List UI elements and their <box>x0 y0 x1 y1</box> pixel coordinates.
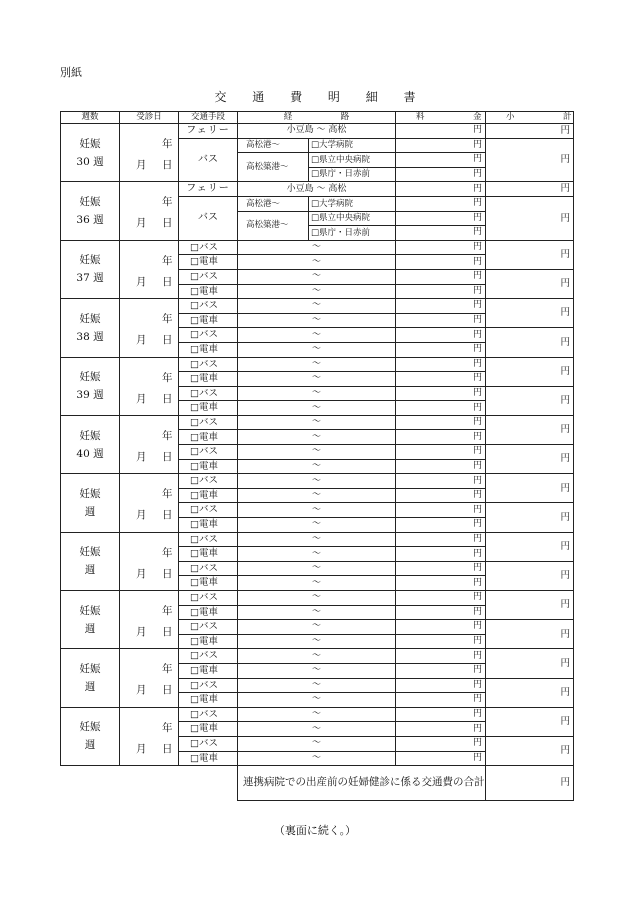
week-label: 妊娠 <box>79 371 101 384</box>
week-cell <box>61 649 120 707</box>
transport-option[interactable]: □バス <box>179 649 238 664</box>
fee-cell[interactable]: 円 <box>396 693 486 708</box>
day-label: 日 <box>162 217 173 230</box>
destination-option[interactable]: □県立中央病院 <box>309 153 396 168</box>
fee-cell[interactable]: 円 <box>396 284 486 299</box>
ferry-mode-cell: フェリー <box>179 182 238 197</box>
transport-option[interactable]: □バス <box>179 678 238 693</box>
route-cell[interactable]: 〜 <box>238 474 396 489</box>
fee-cell[interactable]: 円 <box>396 722 486 737</box>
transport-option[interactable]: □電車 <box>179 751 238 766</box>
transport-option[interactable]: □電車 <box>179 313 238 328</box>
route-cell[interactable]: 〜 <box>238 313 396 328</box>
week-block-row <box>61 415 574 430</box>
ferry-route-cell: 小豆島 〜 高松 <box>238 124 396 139</box>
week-cell <box>61 357 120 415</box>
year-label: 年 <box>162 371 173 384</box>
transport-option[interactable]: □電車 <box>179 430 238 445</box>
week-number: 40 週 <box>76 447 104 460</box>
year-label: 年 <box>162 663 173 676</box>
fee-cell[interactable]: 円 <box>396 459 486 474</box>
day-label: 日 <box>162 159 173 171</box>
day-label: 日 <box>162 450 173 463</box>
fee-cell[interactable]: 円 <box>396 561 486 576</box>
route-cell[interactable]: 〜 <box>238 620 396 635</box>
week-cell <box>61 591 120 649</box>
year-label: 年 <box>162 429 173 442</box>
transport-option[interactable]: □電車 <box>179 372 238 387</box>
subtotal-cell[interactable]: 円 <box>486 240 574 269</box>
route-cell[interactable]: 〜 <box>238 707 396 722</box>
subtotal-cell[interactable]: 円 <box>486 474 574 503</box>
week-block-row <box>61 707 574 722</box>
subtotal-cell[interactable]: 円 <box>486 561 574 590</box>
destination-option[interactable]: □県庁・日赤前 <box>309 226 396 241</box>
transport-option[interactable]: □電車 <box>179 576 238 591</box>
subtotal-cell[interactable]: 円 <box>486 620 574 649</box>
header-subtotal: 小 計 <box>486 112 574 124</box>
week-number: 38 週 <box>76 330 104 343</box>
transport-cost-table <box>60 111 592 801</box>
visit-date-cell[interactable] <box>120 649 179 707</box>
table-header <box>61 112 574 124</box>
week-number: 39 週 <box>76 389 104 402</box>
fee-cell[interactable]: 円 <box>396 678 486 693</box>
week-label: 妊娠 <box>79 254 101 267</box>
destination-option[interactable]: □大学病院 <box>309 196 396 211</box>
transport-option[interactable]: □電車 <box>179 488 238 503</box>
transport-option[interactable]: □バス <box>179 474 238 489</box>
week-label: 妊娠 <box>79 196 101 209</box>
subtotal-cell[interactable]: 円 <box>486 182 574 197</box>
ferry-mode-cell: フェリー <box>179 124 238 139</box>
fee-cell[interactable]: 円 <box>396 196 486 211</box>
month-label: 月 <box>136 509 147 522</box>
fee-cell[interactable]: 円 <box>396 226 486 241</box>
year-label: 年 <box>162 605 173 617</box>
document-title: 交 通 費 明 細 書 <box>214 90 427 104</box>
route-cell[interactable]: 〜 <box>238 488 396 503</box>
route-cell[interactable]: 〜 <box>238 240 396 255</box>
fee-cell[interactable]: 円 <box>396 342 486 357</box>
week-cell <box>61 240 120 298</box>
week-block-row <box>61 357 574 372</box>
subtotal-cell[interactable]: 円 <box>486 386 574 415</box>
route-cell[interactable]: 〜 <box>238 372 396 387</box>
route-cell[interactable]: 〜 <box>238 255 396 270</box>
route-cell[interactable]: 〜 <box>238 357 396 372</box>
transport-option[interactable]: □バス <box>179 299 238 314</box>
transport-option[interactable]: □バス <box>179 591 238 606</box>
visit-date-cell[interactable] <box>120 124 179 182</box>
week-cell <box>61 707 120 765</box>
fee-cell[interactable]: 円 <box>396 707 486 722</box>
transport-option[interactable]: □バス <box>179 561 238 576</box>
subtotal-cell[interactable]: 円 <box>486 415 574 444</box>
route-cell[interactable]: 〜 <box>238 299 396 314</box>
route-cell[interactable]: 〜 <box>238 269 396 284</box>
week-block-row <box>61 649 574 664</box>
week-number: 週 <box>84 505 96 518</box>
week-number: 週 <box>84 564 96 577</box>
fee-cell[interactable]: 円 <box>396 138 486 153</box>
week-block-row <box>61 532 574 547</box>
total-value-cell[interactable]: 円 <box>486 766 574 801</box>
visit-date-cell[interactable] <box>120 532 179 590</box>
fee-cell[interactable]: 円 <box>396 167 486 182</box>
week-block-row <box>61 124 574 139</box>
origin-takamatsu-port: 高松港〜 <box>238 138 309 153</box>
week-number: 週 <box>84 681 96 694</box>
year-label: 年 <box>162 721 173 734</box>
route-cell[interactable]: 〜 <box>238 722 396 737</box>
destination-option[interactable]: □県立中央病院 <box>309 211 396 226</box>
fee-cell[interactable]: 円 <box>396 663 486 678</box>
week-block-row <box>61 240 574 255</box>
fee-cell[interactable]: 円 <box>396 751 486 766</box>
month-label: 月 <box>136 450 147 463</box>
transport-option[interactable]: □バス <box>179 707 238 722</box>
visit-date-cell[interactable] <box>120 240 179 298</box>
route-cell[interactable]: 〜 <box>238 547 396 562</box>
year-label: 年 <box>162 138 173 150</box>
fee-cell[interactable]: 円 <box>396 153 486 168</box>
header-weeks: 週数 <box>61 112 120 124</box>
blank-area <box>61 766 238 801</box>
fee-cell[interactable]: 円 <box>396 620 486 635</box>
week-label: 妊娠 <box>79 137 101 150</box>
week-block-row <box>61 474 574 489</box>
transport-option[interactable]: □バス <box>179 240 238 255</box>
transport-option[interactable]: □バス <box>179 269 238 284</box>
day-label: 日 <box>162 567 173 580</box>
fee-cell[interactable]: 円 <box>396 211 486 226</box>
day-label: 日 <box>162 684 173 697</box>
route-cell[interactable]: 〜 <box>238 649 396 664</box>
visit-date-cell[interactable] <box>120 357 179 415</box>
year-label: 年 <box>162 546 173 559</box>
total-label: 連携病院での出産前の妊婦健診に係る交通費の合計 <box>238 766 486 801</box>
route-cell[interactable]: 〜 <box>238 415 396 430</box>
subtotal-cell[interactable]: 円 <box>486 591 574 620</box>
fee-cell[interactable]: 円 <box>396 401 486 416</box>
month-label: 月 <box>136 159 147 171</box>
week-block-row <box>61 591 574 606</box>
header-fee: 料 金 <box>396 112 486 124</box>
route-cell[interactable]: 〜 <box>238 693 396 708</box>
day-label: 日 <box>162 626 173 638</box>
transport-option[interactable]: □バス <box>179 445 238 460</box>
week-block-row <box>61 182 574 197</box>
route-cell[interactable]: 〜 <box>238 532 396 547</box>
fee-cell[interactable]: 円 <box>396 736 486 751</box>
month-label: 月 <box>136 334 147 347</box>
subtotal-cell[interactable]: 円 <box>486 707 574 736</box>
route-cell[interactable]: 〜 <box>238 518 396 533</box>
subtotal-cell[interactable]: 円 <box>486 736 574 765</box>
bus-mode-cell: バス <box>179 138 238 182</box>
fee-cell[interactable]: 円 <box>396 386 486 401</box>
fee-cell[interactable]: 円 <box>396 299 486 314</box>
week-cell <box>61 532 120 590</box>
fee-cell[interactable]: 円 <box>396 634 486 649</box>
route-cell[interactable]: 〜 <box>238 663 396 678</box>
route-cell[interactable]: 〜 <box>238 576 396 591</box>
week-cell <box>61 474 120 532</box>
transport-option[interactable]: □バス <box>179 415 238 430</box>
route-cell[interactable]: 〜 <box>238 342 396 357</box>
week-label: 妊娠 <box>79 604 101 617</box>
transport-option[interactable]: □バス <box>179 736 238 751</box>
transport-option[interactable]: □電車 <box>179 401 238 416</box>
visit-date-cell[interactable] <box>120 591 179 649</box>
transport-option[interactable]: □バス <box>179 503 238 518</box>
destination-option[interactable]: □大学病院 <box>309 138 396 153</box>
fee-cell[interactable]: 円 <box>396 605 486 620</box>
route-cell[interactable]: 〜 <box>238 328 396 343</box>
origin-takamatsu-chikko: 高松築港〜 <box>238 211 309 240</box>
subtotal-cell[interactable]: 円 <box>486 649 574 678</box>
route-cell[interactable]: 〜 <box>238 284 396 299</box>
visit-date-cell[interactable] <box>120 299 179 357</box>
route-cell[interactable]: 〜 <box>238 678 396 693</box>
subtotal-cell[interactable]: 円 <box>486 357 574 386</box>
fee-cell[interactable]: 円 <box>396 240 486 255</box>
continued-note: （裏面に続く。） <box>273 824 357 837</box>
fee-cell[interactable]: 円 <box>396 269 486 284</box>
day-label: 日 <box>162 392 173 405</box>
week-cell <box>61 124 120 182</box>
fee-cell[interactable]: 円 <box>396 474 486 489</box>
transport-option[interactable]: □バス <box>179 532 238 547</box>
route-cell[interactable]: 〜 <box>238 591 396 606</box>
week-block-row <box>61 299 574 314</box>
week-label: 妊娠 <box>79 546 101 559</box>
header-transport: 交通手段 <box>179 112 238 124</box>
transport-option[interactable]: □電車 <box>179 722 238 737</box>
subtotal-cell[interactable]: 円 <box>486 138 574 182</box>
fee-cell[interactable]: 円 <box>396 649 486 664</box>
transport-option[interactable]: □電車 <box>179 693 238 708</box>
route-cell[interactable]: 〜 <box>238 445 396 460</box>
year-label: 年 <box>162 254 173 267</box>
day-label: 日 <box>162 334 173 347</box>
transport-option[interactable]: □電車 <box>179 255 238 270</box>
transport-option[interactable]: □電車 <box>179 459 238 474</box>
week-label: 妊娠 <box>79 312 101 325</box>
week-number: 週 <box>84 739 96 752</box>
week-number: 30 週 <box>76 155 104 168</box>
bus-mode-cell: バス <box>179 196 238 240</box>
route-cell[interactable]: 〜 <box>238 605 396 620</box>
transport-option[interactable]: □バス <box>179 386 238 401</box>
route-cell[interactable]: 〜 <box>238 751 396 766</box>
fee-cell[interactable]: 円 <box>396 488 486 503</box>
destination-option[interactable]: □県庁・日赤前 <box>309 167 396 182</box>
subtotal-cell[interactable]: 円 <box>486 678 574 707</box>
fee-cell[interactable]: 円 <box>396 182 486 197</box>
fee-cell[interactable]: 円 <box>396 591 486 606</box>
day-label: 日 <box>162 742 173 755</box>
subtotal-cell[interactable]: 円 <box>486 269 574 298</box>
fee-cell[interactable]: 円 <box>396 328 486 343</box>
route-cell[interactable]: 〜 <box>238 503 396 518</box>
subtotal-cell[interactable]: 円 <box>486 196 574 240</box>
year-label: 年 <box>162 313 173 326</box>
fee-cell[interactable]: 円 <box>396 445 486 460</box>
month-label: 月 <box>136 392 147 405</box>
fee-cell[interactable]: 円 <box>396 124 486 139</box>
header-route: 経 路 <box>238 112 396 124</box>
route-cell[interactable]: 〜 <box>238 634 396 649</box>
fee-cell[interactable]: 円 <box>396 357 486 372</box>
total-row <box>61 766 574 801</box>
fee-cell[interactable]: 円 <box>396 576 486 591</box>
route-cell[interactable]: 〜 <box>238 430 396 445</box>
transport-option[interactable]: □電車 <box>179 342 238 357</box>
subtotal-cell[interactable]: 円 <box>486 532 574 561</box>
transport-option[interactable]: □バス <box>179 328 238 343</box>
week-cell <box>61 182 120 240</box>
route-cell[interactable]: 〜 <box>238 459 396 474</box>
week-number: 週 <box>84 622 96 635</box>
attachment-label: 別紙 <box>60 66 82 79</box>
header-visit-date: 受診日 <box>120 112 179 124</box>
month-label: 月 <box>136 742 147 755</box>
year-label: 年 <box>162 196 173 209</box>
visit-date-cell[interactable] <box>120 182 179 240</box>
transport-option[interactable]: □電車 <box>179 284 238 299</box>
month-label: 月 <box>136 626 147 638</box>
route-cell[interactable]: 〜 <box>238 401 396 416</box>
subtotal-cell[interactable]: 円 <box>486 445 574 474</box>
fee-cell[interactable]: 円 <box>396 255 486 270</box>
week-cell <box>61 299 120 357</box>
fee-cell[interactable]: 円 <box>396 313 486 328</box>
year-label: 年 <box>162 488 173 501</box>
subtotal-cell[interactable]: 円 <box>486 328 574 357</box>
fee-cell[interactable]: 円 <box>396 518 486 533</box>
transport-option[interactable]: □電車 <box>179 634 238 649</box>
week-label: 妊娠 <box>79 663 101 676</box>
transport-option[interactable]: □電車 <box>179 547 238 562</box>
week-cell <box>61 415 120 473</box>
subtotal-cell[interactable]: 円 <box>486 124 574 139</box>
route-cell[interactable]: 〜 <box>238 386 396 401</box>
transport-option[interactable]: □電車 <box>179 605 238 620</box>
day-label: 日 <box>162 509 173 522</box>
fee-cell[interactable]: 円 <box>396 415 486 430</box>
transport-option[interactable]: □バス <box>179 357 238 372</box>
route-cell[interactable]: 〜 <box>238 561 396 576</box>
week-label: 妊娠 <box>79 487 101 500</box>
origin-takamatsu-port: 高松港〜 <box>238 196 309 211</box>
month-label: 月 <box>136 275 147 288</box>
week-label: 妊娠 <box>79 429 101 442</box>
transport-option[interactable]: □電車 <box>179 663 238 678</box>
origin-takamatsu-chikko: 高松築港〜 <box>238 153 309 182</box>
week-number: 36 週 <box>76 214 104 227</box>
month-label: 月 <box>136 217 147 230</box>
route-cell[interactable]: 〜 <box>238 736 396 751</box>
month-label: 月 <box>136 567 147 580</box>
visit-date-cell[interactable] <box>120 415 179 473</box>
visit-date-cell[interactable] <box>120 474 179 532</box>
week-number: 37 週 <box>76 272 104 285</box>
fee-cell[interactable]: 円 <box>396 547 486 562</box>
day-label: 日 <box>162 275 173 288</box>
visit-date-cell[interactable] <box>120 707 179 765</box>
subtotal-cell[interactable]: 円 <box>486 503 574 532</box>
ferry-route-cell: 小豆島 〜 高松 <box>238 182 396 197</box>
fee-cell[interactable]: 円 <box>396 372 486 387</box>
transport-option[interactable]: □バス <box>179 620 238 635</box>
fee-cell[interactable]: 円 <box>396 532 486 547</box>
fee-cell[interactable]: 円 <box>396 430 486 445</box>
week-label: 妊娠 <box>79 721 101 734</box>
transport-option[interactable]: □電車 <box>179 518 238 533</box>
fee-cell[interactable]: 円 <box>396 503 486 518</box>
subtotal-cell[interactable]: 円 <box>486 299 574 328</box>
month-label: 月 <box>136 684 147 697</box>
